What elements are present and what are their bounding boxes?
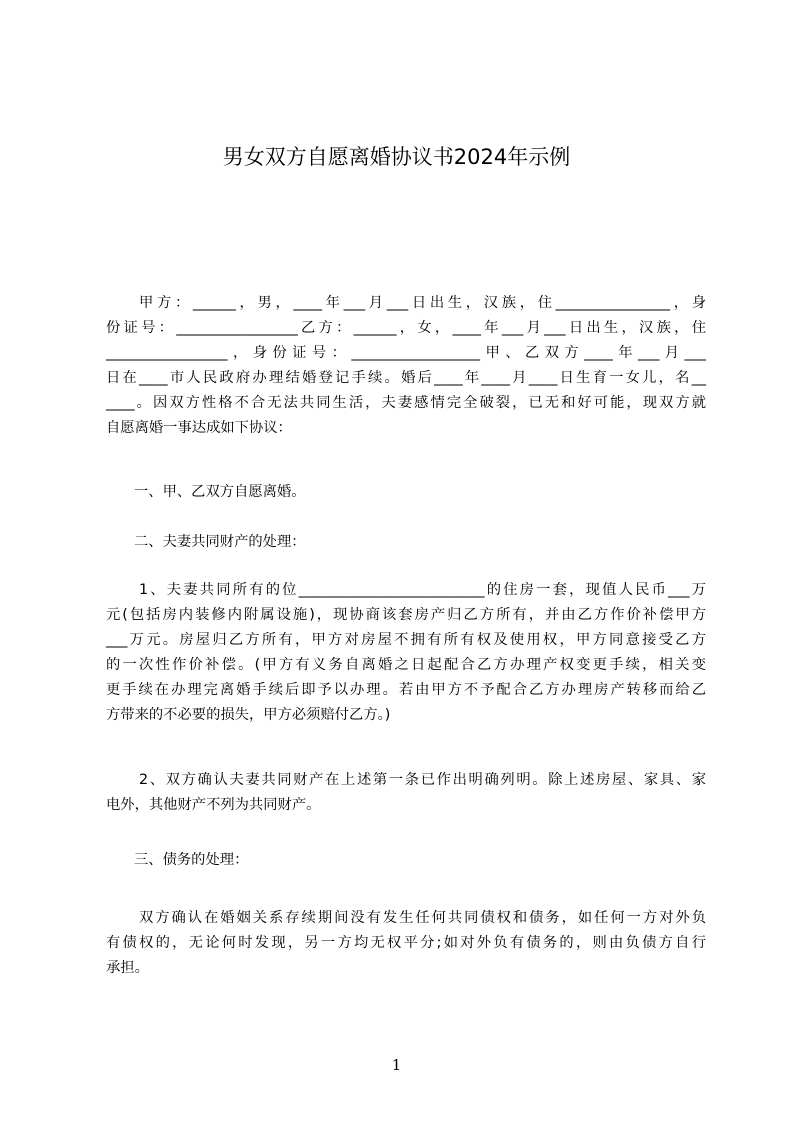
paragraph-line: 方带来的不必要的损失，甲方必须赔付乙方。) xyxy=(106,707,391,723)
paragraph-line: 自愿离婚一事达成如下协议： xyxy=(106,420,292,436)
paragraph-line: 份证号：_________________乙方：______，女，____年___月___日出生，汉族，住 xyxy=(106,320,706,336)
paragraph-line: ___万元。房屋归乙方所有，甲方对房屋不拥有所有权及使用权，甲方同意接受乙方 xyxy=(106,632,706,648)
paragraph-line: 的一次性作价补偿。(甲方有义务自离婚之日起配合乙方办理产权变更手续，相关变 xyxy=(106,657,706,673)
page-number: 1 xyxy=(391,1056,402,1074)
paragraph-line: 三、债务的处理： xyxy=(134,852,249,868)
paragraph-line: 有债权的，无论何时发现，另一方均无权平分;如对外负有债务的，则由负债方自行 xyxy=(106,935,706,951)
paragraph-line: 元(包括房内装修内附属设施)，现协商该套房产归乙方所有，并由乙方作价补偿甲方 xyxy=(106,607,706,623)
paragraph-line: 1、夫妻共同所有的位__________________________的住房一套，现值人民币___万 xyxy=(139,582,706,598)
paragraph-line: _________________，身份证号：__________________甲、乙双方____年___月___ xyxy=(106,345,706,361)
paragraph-line: 双方确认在婚姻关系存续期间没有发生任何共同债权和债务，如任何一方对外负 xyxy=(139,910,706,926)
paragraph-line: 日在____市人民政府办理结婚登记手续。婚后____年____月____日生育一女儿，名__ xyxy=(106,370,706,386)
paragraph-line: 一、甲、乙双方自愿离婚。 xyxy=(134,484,306,500)
paragraph-line: 承担。 xyxy=(106,960,149,976)
paragraph-line: 电外，其他财产不列为共同财产。 xyxy=(106,797,321,813)
paragraph-line: 2、双方确认夫妻共同财产在上述第一条已作出明确列明。除上述房屋、家具、家 xyxy=(139,772,706,788)
paragraph-line: ____。因双方性格不合无法共同生活，夫妻感情完全破裂，已无和好可能，现双方就 xyxy=(106,395,706,411)
paragraph-line: 更手续在办理完离婚手续后即予以办理。若由甲方不予配合乙方办理房产转移而给乙 xyxy=(106,682,706,698)
paragraph-line: 甲方：______，男，____年___月___日出生，汉族，住________________，身 xyxy=(139,295,706,311)
document-title: 男女双方自愿离婚协议书2024年示例 xyxy=(222,145,571,169)
paragraph-line: 二、夫妻共同财产的处理： xyxy=(134,534,306,550)
